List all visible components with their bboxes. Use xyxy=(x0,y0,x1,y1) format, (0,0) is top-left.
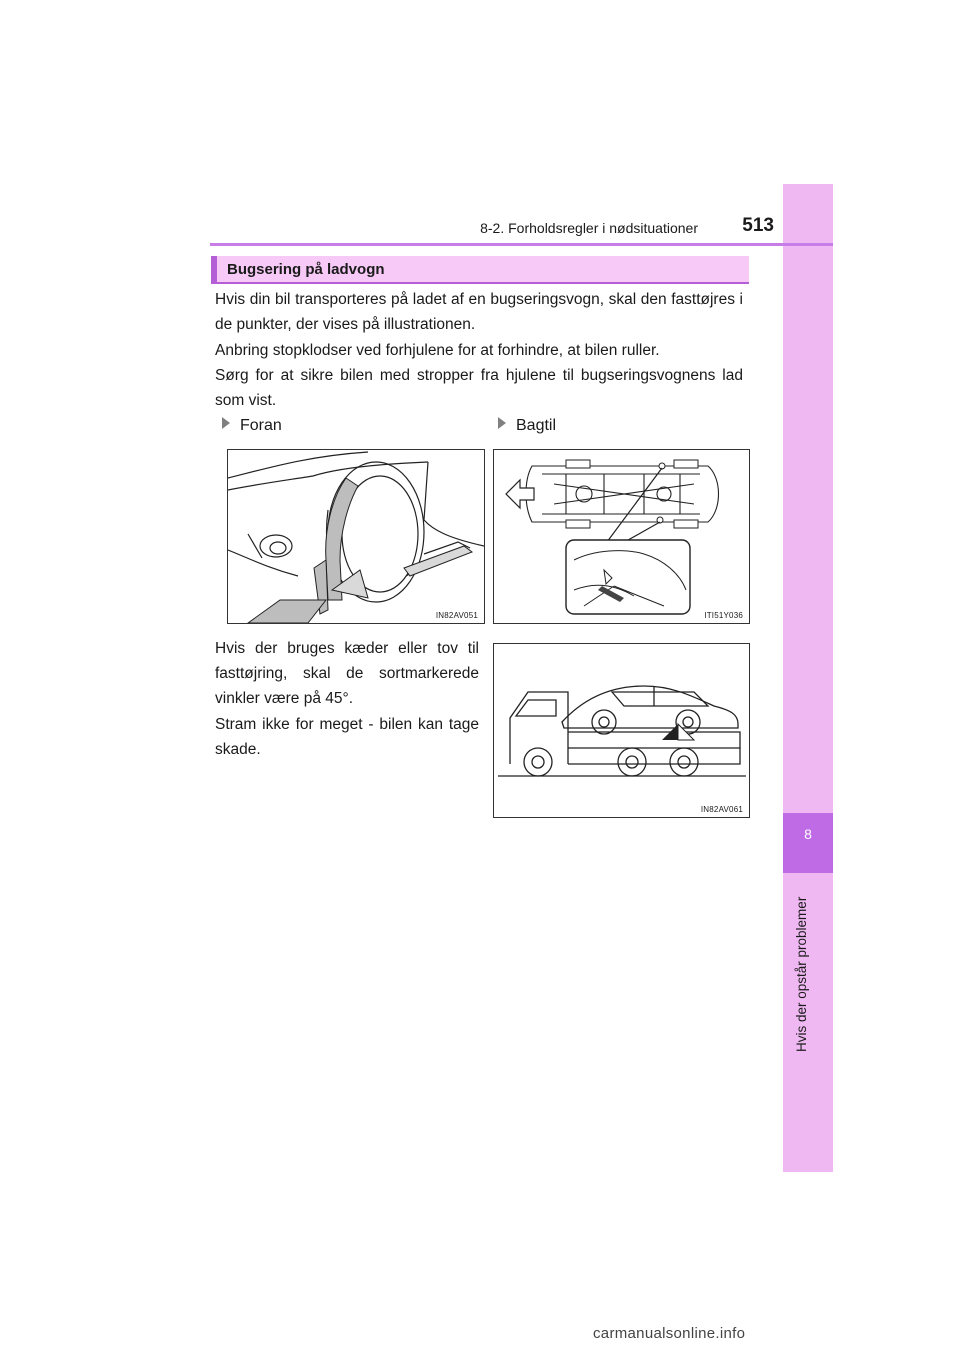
rear-tiedown-illustration xyxy=(493,449,750,624)
tow-truck-illustration xyxy=(493,643,750,818)
truck-figure-code: IN82AV061 xyxy=(700,805,743,814)
front-label-text: Foran xyxy=(240,417,282,434)
rear-label-text: Bagtil xyxy=(516,417,557,434)
page-number: 513 xyxy=(742,215,774,236)
tighten-note-paragraph: Stram ikke for meget - bilen kan tage skade. xyxy=(215,716,479,758)
rear-figure-code: ITI51Y036 xyxy=(704,611,743,620)
section-reference: 8-2. Forholdsregler i nødsituationer xyxy=(480,220,698,236)
watermark: carmanualsonline.info xyxy=(593,1325,746,1342)
triangle-bullet-icon xyxy=(498,417,506,429)
header-rule xyxy=(210,243,833,246)
angle-note-paragraph: Hvis der bruges kæder eller tov til fasttøjring, skal de sortmarkerede vinkler være på 45°. xyxy=(215,640,479,707)
rear-label xyxy=(498,417,556,435)
section-heading-rule xyxy=(211,282,749,284)
chocks-paragraph: Anbring stopklodser ved forhjulene for at forhindre, at bilen ruller. xyxy=(215,342,660,359)
straps-paragraph: Sørg for at sikre bilen med stropper fra hjulene til bugseringsvognens lad som vist. xyxy=(215,367,743,409)
chapter-number: 8 xyxy=(804,826,812,842)
front-figure-code: IN82AV051 xyxy=(435,611,478,620)
chapter-title: Hvis der opstår problemer xyxy=(794,896,809,1052)
front-label xyxy=(222,417,282,435)
section-heading-accent xyxy=(211,256,217,284)
front-wheel-strap-illustration xyxy=(227,449,485,624)
chapter-number-tab xyxy=(783,813,833,873)
triangle-bullet-icon xyxy=(222,417,230,429)
intro-paragraph: Hvis din bil transporteres på ladet af en bugseringsvogn, skal den fasttøjres i de punkter, der vises på illustrationen. xyxy=(215,291,743,333)
section-title: Bugsering på ladvogn xyxy=(227,261,385,278)
section-heading xyxy=(211,256,749,284)
